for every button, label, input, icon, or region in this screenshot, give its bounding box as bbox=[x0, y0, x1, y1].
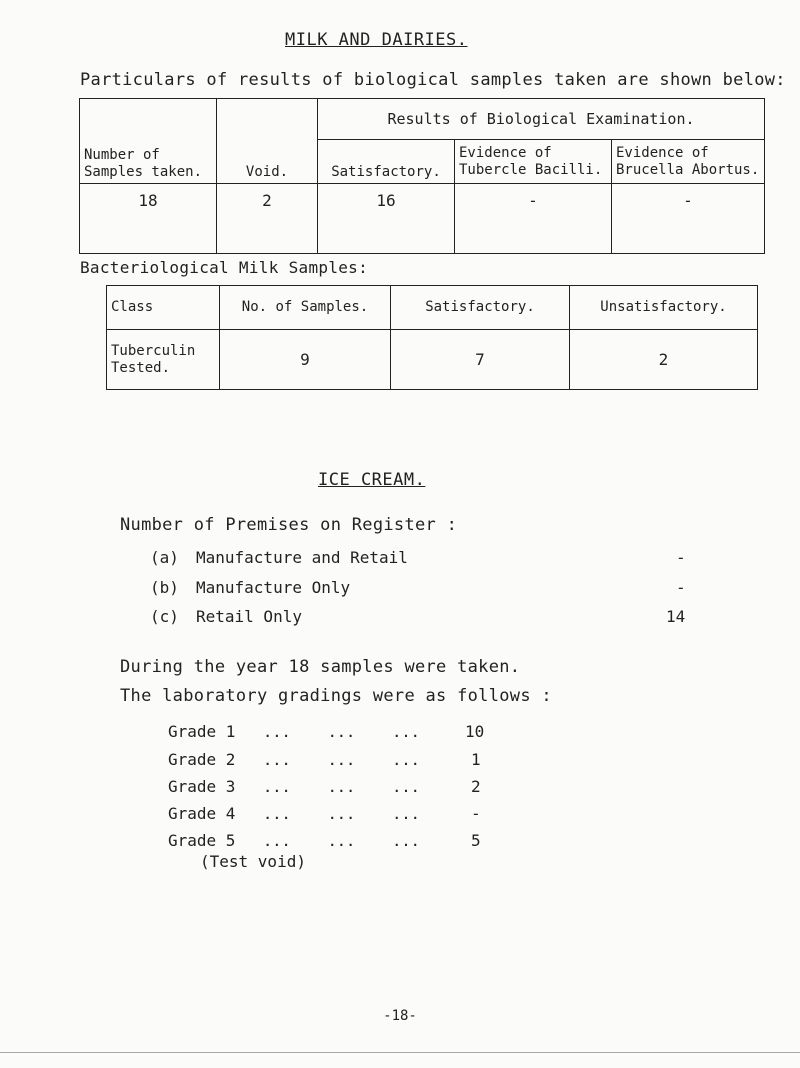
col-header-satisfactory: Satisfactory. bbox=[318, 140, 455, 184]
premises-label-b: (b) bbox=[150, 578, 179, 597]
table-row bbox=[107, 330, 758, 390]
leader-dots: ... ... ... bbox=[264, 835, 421, 849]
cell-number: 18 bbox=[80, 184, 217, 254]
premises-value-c: 14 bbox=[666, 607, 686, 626]
col-header-brucella: Evidence of Brucella Abortus. bbox=[612, 140, 765, 184]
intro-text: Particulars of results of biological samples taken are shown below: bbox=[80, 70, 786, 90]
section-heading-ice-cream: ICE CREAM. bbox=[318, 470, 426, 490]
col-header-satisfactory: Satisfactory. bbox=[391, 286, 570, 330]
grade-label: Grade 4 bbox=[168, 804, 236, 823]
leader-dots: ... ... ... bbox=[264, 781, 421, 795]
cell-satisfactory: 7 bbox=[391, 330, 570, 390]
grade-label: Grade 5 bbox=[168, 831, 236, 850]
cell-unsatisfactory: 2 bbox=[570, 330, 758, 390]
premises-title: Number of Premises on Register : bbox=[120, 515, 458, 535]
col-header-unsatisfactory: Unsatisfactory. bbox=[570, 286, 758, 330]
leader-dots: ... ... ... bbox=[264, 754, 421, 768]
bottom-rule bbox=[0, 1052, 800, 1053]
cell-brucella: - bbox=[612, 184, 765, 254]
premises-text-b: Manufacture Only bbox=[196, 578, 351, 597]
grade-value: - bbox=[471, 804, 481, 823]
cell-class: Tuberculin Tested. bbox=[107, 330, 220, 390]
cell-samples: 9 bbox=[220, 330, 391, 390]
col-header-void: Void. bbox=[217, 99, 318, 184]
page-number: -18- bbox=[383, 1008, 417, 1024]
grade-label: Grade 2 bbox=[168, 750, 236, 769]
grade-label: Grade 3 bbox=[168, 777, 236, 796]
grade-value: 10 bbox=[465, 722, 485, 741]
grade-5-note: (Test void) bbox=[200, 852, 306, 871]
cell-tubercle: - bbox=[455, 184, 612, 254]
cell-satisfactory: 16 bbox=[318, 184, 455, 254]
leader-dots: ... ... ... bbox=[264, 726, 421, 740]
premises-label-a: (a) bbox=[150, 548, 179, 567]
bacteriological-table bbox=[106, 285, 758, 390]
premises-text-a: Manufacture and Retail bbox=[196, 548, 408, 567]
results-group-header: Results of Biological Examination. bbox=[318, 99, 765, 140]
gradings-text: The laboratory gradings were as follows : bbox=[120, 686, 552, 706]
leader-dots: ... ... ... bbox=[264, 808, 421, 822]
premises-label-c: (c) bbox=[150, 607, 179, 626]
grade-value: 1 bbox=[471, 750, 481, 769]
premises-text-c: Retail Only bbox=[196, 607, 302, 626]
bacteriological-title: Bacteriological Milk Samples: bbox=[80, 258, 369, 277]
col-header-number: Number of Samples taken. bbox=[80, 99, 217, 184]
grade-value: 5 bbox=[471, 831, 481, 850]
col-header-samples: No. of Samples. bbox=[220, 286, 391, 330]
table-row bbox=[80, 184, 765, 254]
biological-results-table bbox=[79, 98, 765, 254]
section-heading-milk: MILK AND DAIRIES. bbox=[285, 30, 468, 50]
samples-text: During the year 18 samples were taken. bbox=[120, 657, 521, 677]
col-header-class: Class bbox=[107, 286, 220, 330]
grade-label: Grade 1 bbox=[168, 722, 236, 741]
grade-value: 2 bbox=[471, 777, 481, 796]
cell-void: 2 bbox=[217, 184, 318, 254]
col-header-tubercle: Evidence of Tubercle Bacilli. bbox=[455, 140, 612, 184]
premises-value-a: - bbox=[676, 548, 686, 567]
premises-value-b: - bbox=[676, 578, 686, 597]
